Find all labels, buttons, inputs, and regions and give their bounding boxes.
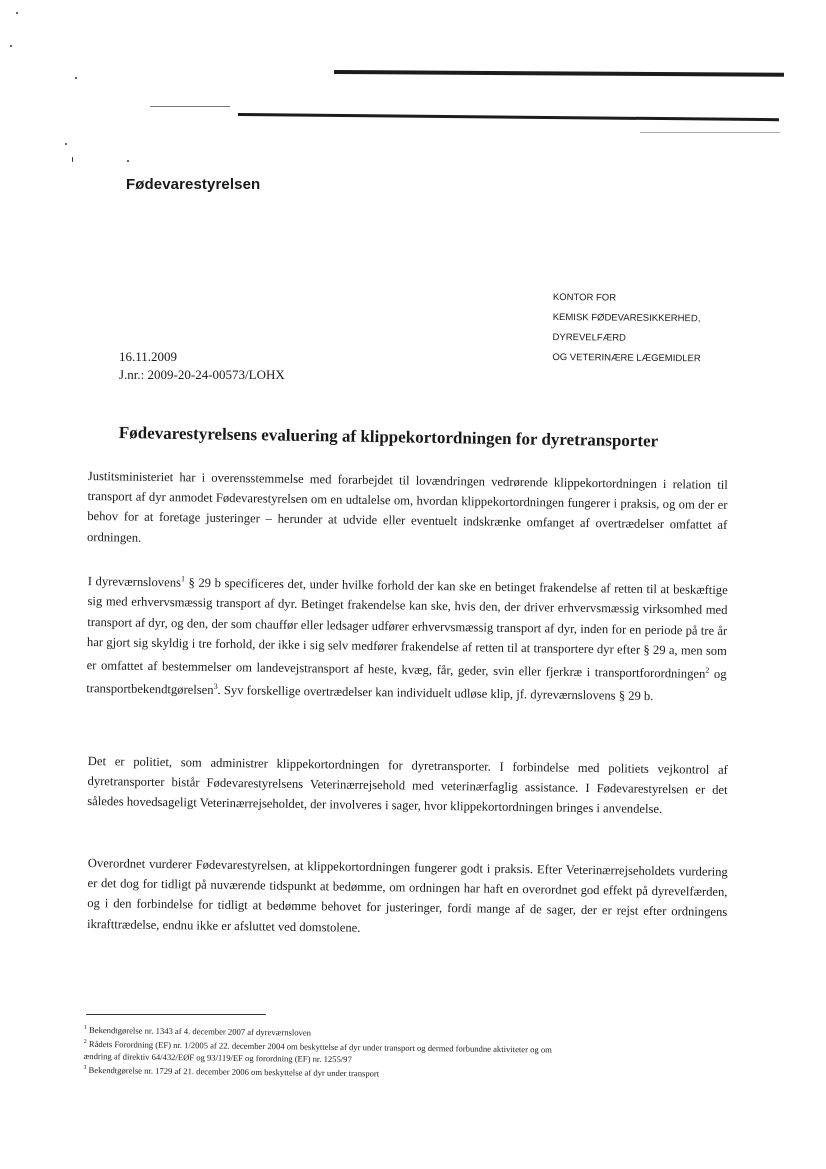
footnote-number: 2 <box>83 1039 87 1046</box>
scan-second-rule <box>238 113 779 121</box>
scan-faint-rule <box>640 132 780 133</box>
scan-top-rule <box>334 70 784 77</box>
document-date: 16.11.2009 <box>119 349 178 364</box>
footnote-number: 1 <box>83 1024 87 1032</box>
paragraph-2 <box>86 568 728 708</box>
office-line: KEMISK FØDEVARESIKKERHED, <box>552 311 701 325</box>
office-line: DYREVELFÆRD <box>552 331 626 344</box>
paragraph-2-text: og transportbekendtgørelsen <box>86 666 727 698</box>
office-address-block <box>552 288 701 369</box>
scan-dash-rule <box>150 106 230 107</box>
paragraph-2-text: . Syv forskellige overtrædelser kan individuelt udløse klip, jf. dyreværnslovens § 29 b. <box>217 683 654 704</box>
footnote-text: Bekendtgørelse nr. 1343 af 4. december 2007 af dyreværnsloven <box>88 1024 312 1038</box>
office-line: OG VETERINÆRE LÆGEMIDLER <box>552 351 701 365</box>
footnote-text: ændring af direktiv 64/432/EØF og 93/119/EF og forordning (EF) nr. 1255/97 <box>83 1051 352 1065</box>
scan-speck <box>10 45 12 47</box>
document-reference: J.nr.: 2009-20-24-00573/LOHX <box>119 367 285 382</box>
paragraph-4: Overordnet vurderer Fødevarestyrelsen, at klippekortordningen fungerer godt i praksis. Efter Veterinærrejseholdets vurdering er det dog for tidligt på nuværende tidspunkt at bedømme, om ordningen har haft en overordnet god effekt på dyrevelfærden, og i den forbindelse for tidligt at bedømme behovet for justeringer, fordi mange af de sager, der er rejst efter ordningens ikrafttrædelse, endnu ikke er afsluttet ved domstolene. <box>86 855 728 935</box>
paragraph-2-text: I dyreværnslovens <box>87 574 182 590</box>
scan-speck <box>127 160 129 162</box>
footnote-mark: 3 <box>213 682 218 692</box>
footnote-number: 3 <box>83 1065 87 1072</box>
office-line: KONTOR FOR <box>552 291 617 304</box>
footnote-separator <box>86 1014 266 1015</box>
scan-speck <box>75 77 77 79</box>
footnote-text: Rådets Forordning (EF) nr. 1/2005 af 22. december 2004 om beskyttelse af dyr under transport og dermed forbundne aktiviteter og om <box>88 1038 552 1055</box>
organization-name: Fødevarestyrelsen <box>126 176 261 193</box>
footnote-text: Bekendtgørelse nr. 1729 af 21. december 2006 om beskyttelse af dyr under transport <box>88 1065 380 1079</box>
paragraph-1: Justitsministeriet har i overensstemmelse med forarbejdet til lovændringen vedrørende klippekortordningen i relation til transport af dyr anmodet Fødevarestyrelsen om en udtalelse om, hvordan klippekortordningen fungerer i praksis, og om der er behov for at foretage justeringer – herunder at udvide eller eventuelt indskrænke omfanget af overtrædelser omfattet af ordningen. <box>86 468 728 545</box>
document-meta <box>119 348 285 384</box>
scan-speck <box>72 157 73 162</box>
scan-speck <box>65 143 67 145</box>
footnotes <box>83 1022 724 1084</box>
document-title: Fødevarestyrelsens evaluering af klippekortordningen for dyretransporter <box>118 423 659 451</box>
scan-speck <box>16 12 18 14</box>
paragraph-3: Det er politiet, som administrer klippekortordningen for dyretransporter. I forbindelse med politiets vejkontrol af dyretransporter bistår Fødevarestyrelsens Veterinærrejsehold med veterinærfaglig assistance. I Fødevarestyrelsen er det således hovedsageligt Veterinærrejseholdet, der involveres i sager, hvor klippekortordningen bringes i anvendelse. <box>87 753 728 817</box>
footnote-mark: 1 <box>180 574 186 584</box>
footnote-mark: 2 <box>705 665 710 675</box>
paragraph-2-text: § 29 b specificeres det, under hvilke forhold der kan ske en betinget frakendelse af retten til at beskæftige sig med erhvervsmæssig transport af dyr. Betinget frakendelse kan ske, hvis den, der driver erhvervsmæssig virksomhed med transport af dyr, og den, der som chauffør eller ledsager udfører erhvervsmæssig transport af dyr, inden for en periode på tre år har gjort sig skyldig i tre forhold, der ikke i sig selv medfører frakendelse af retten til at transportere dyr efter § 29 a, men som er omfattet af bestemmelser om landevejstransport af heste, kvæg, får, geder, svin eller fjerkræ i transportforordningen <box>86 575 728 681</box>
